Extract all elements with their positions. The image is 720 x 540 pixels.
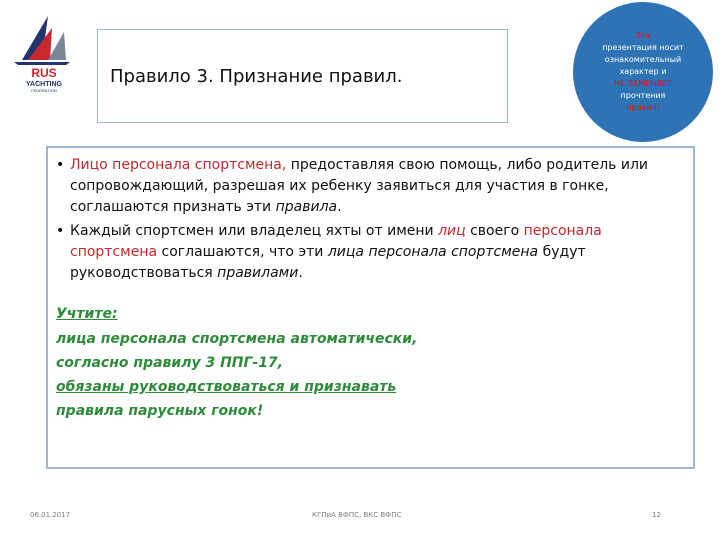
- bullet-marker: •: [56, 157, 65, 173]
- bullet-term: лиц: [438, 223, 466, 239]
- note-line: согласно правилу 3 ППГ-17,: [56, 355, 284, 371]
- bullet-marker: •: [56, 223, 65, 239]
- bullet-term: лица персонала спортсмена: [327, 244, 539, 260]
- bullet-term: правилами: [217, 265, 299, 281]
- bullet-text: своего: [465, 223, 524, 239]
- notice-line: Эта: [635, 31, 651, 40]
- notice-line: презентация носит: [602, 43, 684, 52]
- bullet-text: Каждый спортсмен или владелец яхты от имени: [70, 223, 439, 239]
- notice-line: ознакомительный: [604, 55, 682, 64]
- bullet-term: Лицо персонала спортсмена,: [70, 157, 287, 173]
- bullet-text: будут руководствоваться: [70, 244, 586, 281]
- notice-badge: [573, 2, 713, 142]
- bullet-item: [56, 221, 679, 284]
- rus-yachting-logo: [8, 10, 80, 94]
- note-heading: Учтите:: [56, 306, 118, 322]
- logo-text-rus: RUS: [31, 66, 57, 80]
- footer-date: 06.01.2017: [30, 511, 71, 519]
- title-box: [97, 29, 508, 123]
- note-line: правила парусных гонок!: [56, 403, 264, 419]
- logo-text-yachting: YACHTING: [26, 81, 62, 88]
- note-line: лица персонала спортсмена автоматически,: [56, 331, 418, 347]
- bullet-term: персонала спортсмена: [70, 223, 602, 260]
- bullet-text: предоставляя свою помощь, либо родитель или сопровождающий, разрешая их ребенку заявиться для участия в гонке, соглашаются признать эти: [70, 157, 649, 215]
- bullet-item: [56, 155, 679, 218]
- footer-organization: КГПиА ВФПС, ВКС ВФПС: [312, 511, 402, 519]
- notice-line-emphasis: НЕ ЗАМЕНЯЕТ: [614, 79, 672, 88]
- logo-text-federation: FEDERATION: [31, 88, 57, 93]
- slide-title: Правило 3. Признание правил.: [110, 65, 403, 87]
- bullet-text: соглашаются, что эти: [157, 244, 328, 260]
- notice-line: характер и: [619, 67, 667, 76]
- footer-page-number: 12: [652, 511, 661, 519]
- content-box: [46, 146, 695, 469]
- bullet-term: правила: [275, 199, 338, 215]
- notice-line-emphasis: правил!: [626, 103, 660, 112]
- bullet-text: .: [298, 265, 303, 281]
- note-line: обязаны руководствоваться и признавать: [56, 379, 397, 395]
- bullet-text: .: [337, 199, 342, 215]
- notice-line: прочтения: [620, 91, 666, 100]
